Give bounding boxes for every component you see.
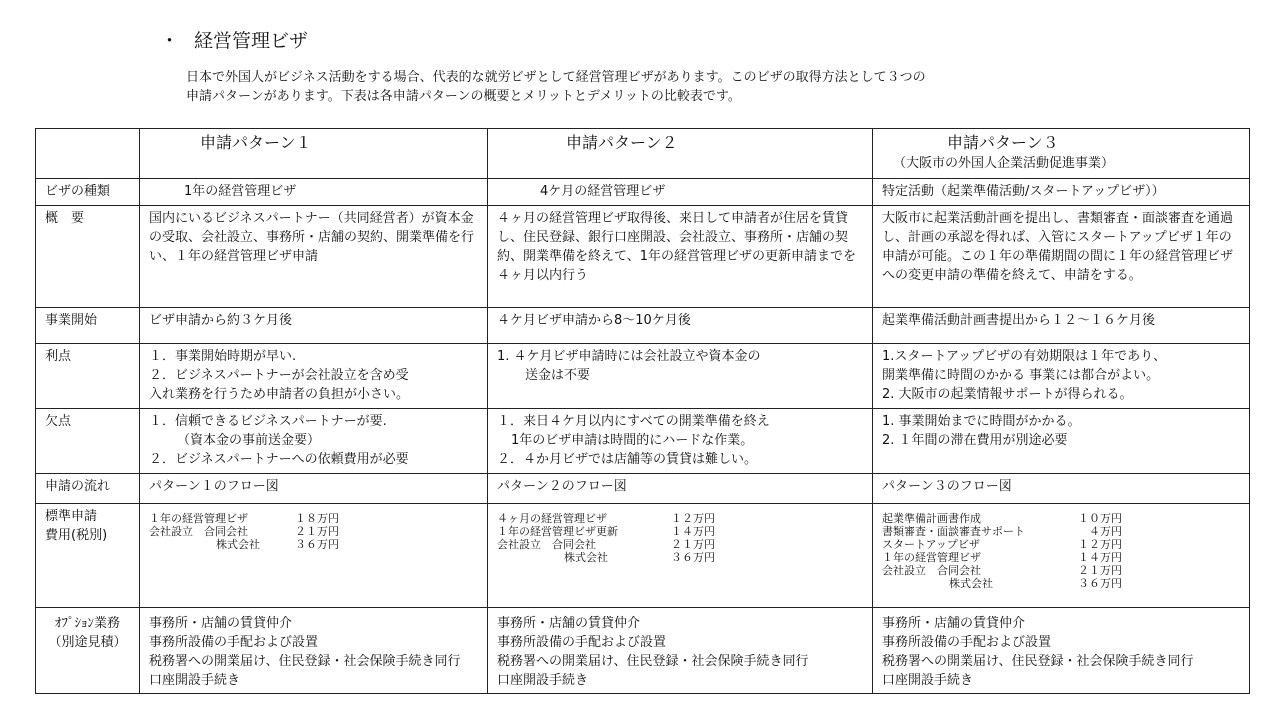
business-start-p3: 起業準備活動計画書提出から１２〜１６ケ月後	[873, 308, 1250, 344]
fee-item	[497, 538, 863, 551]
fees-p3	[873, 504, 1250, 608]
fee-price: １４万円	[1078, 551, 1122, 564]
merit-p2-line: 送金は不要	[525, 368, 591, 383]
fee-price: １４万円	[671, 525, 715, 538]
fee-name: 株式会社	[216, 538, 260, 551]
demerit-p3-line: 2. １年間の滞在費用が別途必要	[882, 433, 1068, 448]
flow-p2: パターン２のフロー図	[488, 474, 873, 504]
fee-item	[149, 512, 478, 525]
merits-p3	[873, 344, 1250, 409]
business-start-label: 事業開始	[36, 308, 140, 344]
comparison-table	[35, 128, 1250, 694]
visa-type-p3	[873, 179, 1250, 206]
intro-paragraph	[186, 68, 1186, 106]
fee-item	[497, 512, 863, 525]
option-item: 事務所・店舗の賃貸仲介	[882, 616, 1026, 631]
merit-p2-line: 1. ４ケ月ビザ申請時には会社設立や資本金の	[497, 349, 761, 364]
demerit-p3-line: 1. 事業開始までに時間がかかる。	[882, 414, 1081, 429]
option-item: 口座開設手続き	[149, 673, 241, 688]
option-item: 税務署への開業届け、住民登録・社会保険手続き同行	[497, 654, 809, 669]
header-pattern-3	[873, 129, 1250, 179]
demerit-p2-line: 1年のビザ申請は時間的にハードな作業。	[511, 433, 754, 448]
fee-name: １年の経営管理ビザ	[149, 512, 248, 525]
fee-price: １２万円	[671, 512, 715, 525]
fee-price: １８万円	[295, 512, 339, 525]
option-item: 事務所設備の手配および設置	[882, 635, 1052, 650]
fee-name: １年の経営管理ビザ更新	[497, 525, 618, 538]
header-empty-cell	[36, 129, 140, 179]
merits-row	[36, 344, 1250, 409]
fee-item	[497, 525, 863, 538]
heading-bullet: ・	[160, 30, 180, 52]
demerit-p2-line: １．来日４ケ月以内にすべての開業準備を終え	[497, 414, 770, 429]
fee-item	[149, 525, 478, 538]
fee-name: ４ヶ月の経営管理ビザ	[497, 512, 607, 525]
overview-p2: ４ヶ月の経営管理ビザ取得後、来日して申請者が住居を賃貸し、住民登録、銀行口座開設、会社設立、事務所・店舗の契約、開業準備を終えて、1年の経営管理ビザの更新申請までを４ヶ月以内行う	[488, 206, 873, 308]
fees-label-line-2: 費用(税別)	[45, 528, 108, 543]
fee-price: ４万円	[1089, 525, 1122, 538]
option-item: 口座開設手続き	[882, 673, 974, 688]
merit-p1-line: 入れ業務を行うため申請者の負担が小さい。	[149, 387, 410, 402]
fees-label	[36, 504, 140, 608]
demerit-p2-line: ２．４か月ビザでは店舗等の賃貸は難しい。	[497, 452, 758, 467]
visa-type-label: ビザの種類	[36, 179, 140, 206]
fee-price: ２１万円	[295, 525, 339, 538]
fee-name: 書類審査・面談審査サポート	[882, 525, 1025, 538]
merit-p3-line: 開業準備に時間のかかる 事業には都合がよい。	[882, 368, 1160, 383]
fee-name: 株式会社	[949, 577, 993, 590]
fee-item	[149, 538, 478, 551]
option-item: 事務所設備の手配および設置	[497, 635, 667, 650]
overview-row	[36, 206, 1250, 308]
fee-item	[882, 551, 1240, 564]
visa-type-p1-text: 1年の経営管理ビザ	[184, 184, 297, 199]
fee-name: 会社設立 合同会社	[882, 564, 981, 577]
business-start-p1: ビザ申請から約３ケ月後	[140, 308, 488, 344]
fee-price: １０万円	[1078, 512, 1122, 525]
fee-item	[882, 512, 1240, 525]
fee-item	[882, 525, 1240, 538]
fees-p2	[488, 504, 873, 608]
option-item: 口座開設手続き	[497, 673, 589, 688]
fee-item	[882, 577, 1240, 590]
merit-p3-line: 1.スタートアップビザの有効期限は１年であり、	[882, 349, 1167, 364]
options-row	[36, 608, 1250, 694]
demerit-p1-line: １．信頼できるビジネスパートナーが要.	[149, 414, 387, 429]
pattern-1-title: 申請パターン１	[200, 133, 312, 152]
merit-p3-line: 2. 大阪市の起業情報サポートが得られる。	[882, 387, 1133, 402]
demerits-p1	[140, 409, 488, 474]
intro-line-2: 申請パターンがあります。下表は各申請パターンの概要とメリットとデメリットの比較表です。	[186, 89, 741, 104]
pattern-3-title: 申請パターン３	[947, 133, 1059, 152]
option-item: 事務所・店舗の賃貸仲介	[497, 616, 641, 631]
overview-p1: 国内にいるビジネスパートナー（共同経営者）が資本金の受取、会社設立、事務所・店舗の契約、開業準備を行い、１年の経営管理ビザ申請	[140, 206, 488, 308]
options-label-line-1: ｵﾌﾟｼｮﾝ業務	[54, 616, 120, 631]
fee-price: ２１万円	[671, 538, 715, 551]
fees-label-line-1: 標準申請	[45, 509, 98, 524]
option-item: 事務所設備の手配および設置	[149, 635, 319, 650]
fee-name: 株式会社	[564, 551, 608, 564]
section-heading	[160, 28, 308, 54]
fee-price: １２万円	[1078, 538, 1122, 551]
pattern-3-subtitle: （大阪市の外国人企業活動促進事業）	[893, 156, 1115, 171]
option-item: 税務署への開業届け、住民登録・社会保険手続き同行	[882, 654, 1194, 669]
visa-type-p1	[140, 179, 488, 206]
flow-p3: パターン３のフロー図	[873, 474, 1250, 504]
demerits-p3	[873, 409, 1250, 474]
header-pattern-2	[488, 129, 873, 179]
options-p1	[140, 608, 488, 694]
options-label-line-2: （別途見積）	[48, 635, 127, 650]
fee-item	[882, 564, 1240, 577]
flow-label: 申請の流れ	[36, 474, 140, 504]
merit-p1-line: １．事業開始時期が早い.	[149, 349, 297, 364]
visa-type-p3-text: 特定活動（起業準備活動/スタートアップビザ））	[882, 184, 1165, 199]
demerit-p1-line: （資本金の事前送金要）	[177, 433, 321, 448]
fee-name: 会社設立 合同会社	[149, 525, 248, 538]
header-row	[36, 129, 1250, 179]
overview-label: 概 要	[36, 206, 140, 308]
option-item: 事務所・店舗の賃貸仲介	[149, 616, 293, 631]
fee-price: ３６万円	[1078, 577, 1122, 590]
fee-name: 会社設立 合同会社	[497, 538, 596, 551]
fees-row	[36, 504, 1250, 608]
fee-name: 起業準備計画書作成	[882, 512, 981, 525]
overview-p3: 大阪市に起業活動計画を提出し、書類審査・面談審査を通過し、計画の承認を得れば、入管にスタートアップビザ１年の申請が可能。この１年の準備期間の間に１年の経営管理ビザへの変更申請の準備を終えて、申請をする。	[873, 206, 1250, 308]
visa-type-row	[36, 179, 1250, 206]
option-item: 税務署への開業届け、住民登録・社会保険手続き同行	[149, 654, 461, 669]
fee-item	[497, 551, 863, 564]
business-start-row	[36, 308, 1250, 344]
flow-row	[36, 474, 1250, 504]
pattern-2-title: 申請パターン２	[566, 133, 678, 152]
flow-p1: パターン１のフロー図	[140, 474, 488, 504]
fees-p1	[140, 504, 488, 608]
demerits-p2	[488, 409, 873, 474]
fee-item	[882, 538, 1240, 551]
demerits-label: 欠点	[36, 409, 140, 474]
options-label	[36, 608, 140, 694]
heading-title: 経営管理ビザ	[194, 30, 309, 52]
fee-price: ２１万円	[1078, 564, 1122, 577]
demerit-p1-line: ２．ビジネスパートナーへの依頼費用が必要	[149, 452, 409, 467]
demerits-row	[36, 409, 1250, 474]
visa-type-p2-text: 4ケ月の経営管理ビザ	[540, 184, 666, 199]
options-p2	[488, 608, 873, 694]
options-p3	[873, 608, 1250, 694]
merit-p1-line: ２．ビジネスパートナーが会社設立を含め受	[149, 368, 409, 383]
fee-name: スタートアップビザ	[882, 538, 980, 551]
merits-label: 利点	[36, 344, 140, 409]
fee-price: ３６万円	[671, 551, 715, 564]
business-start-p2: ４ケ月ビザ申請から8〜10ケ月後	[488, 308, 873, 344]
merits-p1	[140, 344, 488, 409]
fee-price: ３６万円	[295, 538, 339, 551]
merits-p2	[488, 344, 873, 409]
fee-name: １年の経営管理ビザ	[882, 551, 981, 564]
visa-type-p2	[488, 179, 873, 206]
intro-line-1: 日本で外国人がビジネス活動をする場合、代表的な就労ビザとして経営管理ビザがあります。このビザの取得方法として３つの	[186, 70, 926, 85]
header-pattern-1	[140, 129, 488, 179]
